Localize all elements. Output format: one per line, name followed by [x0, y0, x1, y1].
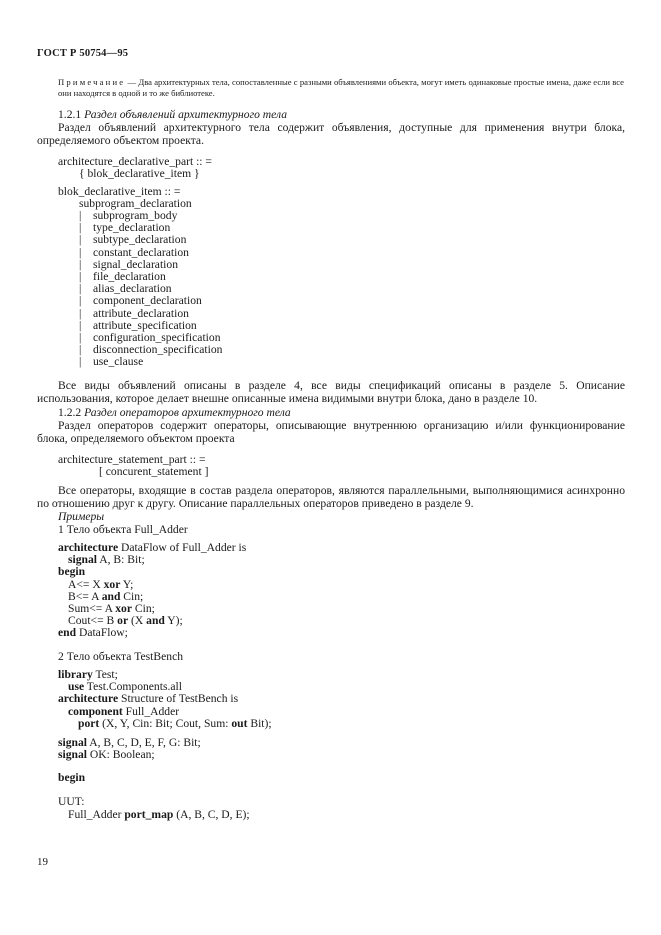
- grammar-block-item-first: subprogram_declaration: [79, 197, 192, 210]
- grammar-bar: |: [79, 221, 82, 235]
- grammar-alternative-text: attribute_specification: [93, 318, 197, 332]
- page-number: 19: [37, 856, 48, 868]
- section-heading-1-2-2: [58, 406, 291, 419]
- grammar-bar: |: [79, 294, 82, 308]
- code-text: A, B, C, D, E, F, G: Bit;: [87, 736, 201, 749]
- grammar-alternative-text: configuration_specification: [93, 331, 221, 344]
- code-line: [58, 627, 246, 639]
- code-keyword: or: [117, 614, 129, 628]
- grammar-alternative-text: alias_declaration: [93, 282, 172, 296]
- code-text: A, B: Bit;: [97, 553, 145, 567]
- code-text: OK: Boolean;: [87, 748, 155, 762]
- grammar-bar: |: [79, 233, 82, 247]
- code-text: Sum<= A: [68, 601, 116, 615]
- note-text: — Два архитектурных тела, сопоставленные с разными объявлениями объекта, могут иметь одинаковые простые имена, даже если все они находятся в одной и то же библиотеке.: [58, 77, 624, 98]
- section-heading-1-2-1: [58, 108, 287, 121]
- example-2-code-block-2: [58, 737, 201, 761]
- section-number: 1.2.2: [58, 406, 82, 419]
- grammar-bar: |: [79, 270, 82, 283]
- code-keyword: begin: [58, 565, 86, 579]
- code-keyword: signal: [58, 736, 87, 749]
- grammar-alternative-text: subtype_declaration: [93, 233, 187, 247]
- grammar-alternative-text: subprogram_body: [93, 209, 178, 222]
- code-text: DataFlow;: [76, 626, 128, 640]
- grammar-declarative-part-line1: architecture_declarative_part :: =: [58, 155, 212, 168]
- code-keyword: port: [78, 716, 100, 730]
- examples-label: Примеры: [58, 510, 105, 523]
- code-keyword: xor: [115, 601, 132, 615]
- code-line: [58, 749, 201, 761]
- code-text: Cin;: [131, 601, 155, 615]
- code-keyword: xor: [103, 577, 121, 591]
- example-2-title: 2 Тело объекта TestBench: [58, 650, 184, 663]
- grammar-alternative: [79, 282, 172, 295]
- code-keyword: signal: [58, 748, 87, 762]
- document-header: ГОСТ Р 50754—95: [37, 48, 129, 59]
- grammar-alternative: [79, 246, 189, 259]
- grammar-alternative: [79, 294, 202, 307]
- section-number: 1.2.1: [58, 108, 82, 121]
- code-begin-keyword: begin: [58, 771, 86, 784]
- example-1-title: 1 Тело объекта Full_Adder: [58, 523, 188, 536]
- grammar-bar: |: [79, 343, 82, 357]
- grammar-block-item-head: blok_declarative_item :: =: [58, 185, 181, 198]
- code-text: Full_Adder: [122, 704, 180, 718]
- grammar-alternative: [79, 355, 143, 368]
- code-keyword: end: [58, 626, 77, 640]
- code-text: A<= X: [68, 577, 104, 591]
- note-label: Примечание: [58, 77, 126, 87]
- code-text: (X, Y, Cin: Bit; Cout, Sum:: [99, 716, 232, 730]
- code-keyword: and: [101, 589, 121, 603]
- code-text: (A, B, C, D, E);: [173, 808, 250, 821]
- grammar-alternative: [79, 221, 170, 234]
- code-keyword: architecture: [58, 692, 119, 706]
- code-keyword: port_map: [124, 808, 174, 821]
- grammar-alternative-text: file_declaration: [93, 270, 166, 283]
- grammar-statement-part-line2: [ concurent_statement ]: [99, 465, 209, 478]
- grammar-bar: |: [79, 306, 82, 320]
- section-title: Раздел объявлений архитектурного тела: [84, 108, 288, 121]
- grammar-statement-part-line1: architecture_statement_part :: =: [58, 453, 206, 466]
- code-text: Bit);: [247, 716, 272, 730]
- grammar-alternative: [79, 343, 222, 356]
- code-line: [58, 554, 246, 566]
- grammar-declarative-part-line2: { blok_declarative_item }: [79, 167, 200, 180]
- grammar-bar: |: [79, 209, 82, 222]
- grammar-bar: |: [79, 282, 82, 296]
- code-text: Cin;: [120, 589, 144, 603]
- grammar-alternative: [79, 258, 178, 271]
- example-2-code-block-1: [58, 669, 272, 730]
- grammar-alternative-text: use_clause: [93, 355, 144, 369]
- code-keyword: library: [58, 668, 93, 681]
- grammar-alternative: [79, 270, 166, 283]
- grammar-alternative: [79, 319, 197, 332]
- code-keyword: signal: [68, 553, 97, 567]
- grammar-bar: |: [79, 257, 82, 271]
- code-keyword: and: [146, 614, 165, 628]
- code-text: DataFlow of Full_Adder is: [118, 541, 247, 554]
- code-keyword: architecture: [58, 541, 119, 554]
- section-1-2-2-paragraph: Раздел операторов содержит операторы, описывающие внутреннюю организацию и/или функционирование блока, определяемого объектом проекта: [37, 419, 625, 445]
- code-port-map-line: [68, 808, 250, 821]
- code-text: Y);: [164, 614, 183, 628]
- grammar-bar: |: [79, 245, 82, 259]
- code-text: Test;: [92, 668, 118, 681]
- parallel-statements-paragraph: Все операторы, входящие в состав раздела операторов, являются параллельными, выполняющимися асинхронно по отношению друг к другу. Описание параллельных операторов приведено в разделе 9.: [37, 484, 625, 510]
- code-text: (X: [128, 614, 147, 628]
- grammar-alternative: [79, 233, 186, 246]
- code-line: [58, 718, 272, 730]
- grammar-alternative: [79, 331, 221, 344]
- code-keyword: out: [231, 716, 248, 730]
- code-text: Test.Components.all: [84, 680, 182, 694]
- code-text: Y;: [120, 577, 134, 591]
- note-paragraph: [58, 77, 624, 99]
- code-text: Full_Adder: [68, 808, 125, 821]
- code-label-uut: UUT:: [58, 795, 85, 808]
- section-1-2-1-paragraph: Раздел объявлений архитектурного тела содержит объявления, доступные для применения внутри блока, определяемого объектом проекта.: [37, 121, 625, 147]
- grammar-bar: |: [79, 318, 82, 332]
- grammar-bar: |: [79, 355, 82, 369]
- grammar-alternative-text: disconnection_specification: [93, 343, 223, 357]
- code-text: B<= A: [68, 589, 102, 603]
- declarations-description-paragraph: Все виды объявлений описаны в разделе 4, все виды спецификаций описаны в разделе 5. Описание использования, которое делает внешне описанные имена видимыми внутри блока, дано в разделе 10.: [37, 379, 625, 405]
- grammar-alternative-text: signal_declaration: [93, 257, 178, 271]
- code-keyword: use: [68, 680, 85, 694]
- code-text: Cout<= B: [68, 614, 118, 628]
- grammar-alternative-text: attribute_declaration: [93, 306, 189, 320]
- grammar-alternative-text: constant_declaration: [93, 245, 189, 259]
- code-text: Structure of TestBench is: [118, 692, 239, 706]
- grammar-alternative: [79, 307, 189, 320]
- grammar-alternative-text: type_declaration: [93, 221, 171, 235]
- grammar-alternative-text: component_declaration: [93, 294, 202, 308]
- section-title: Раздел операторов архитектурного тела: [84, 406, 291, 419]
- example-1-code: [58, 542, 246, 640]
- code-keyword: component: [68, 704, 123, 718]
- grammar-bar: |: [79, 331, 82, 344]
- grammar-alternative: [79, 209, 177, 222]
